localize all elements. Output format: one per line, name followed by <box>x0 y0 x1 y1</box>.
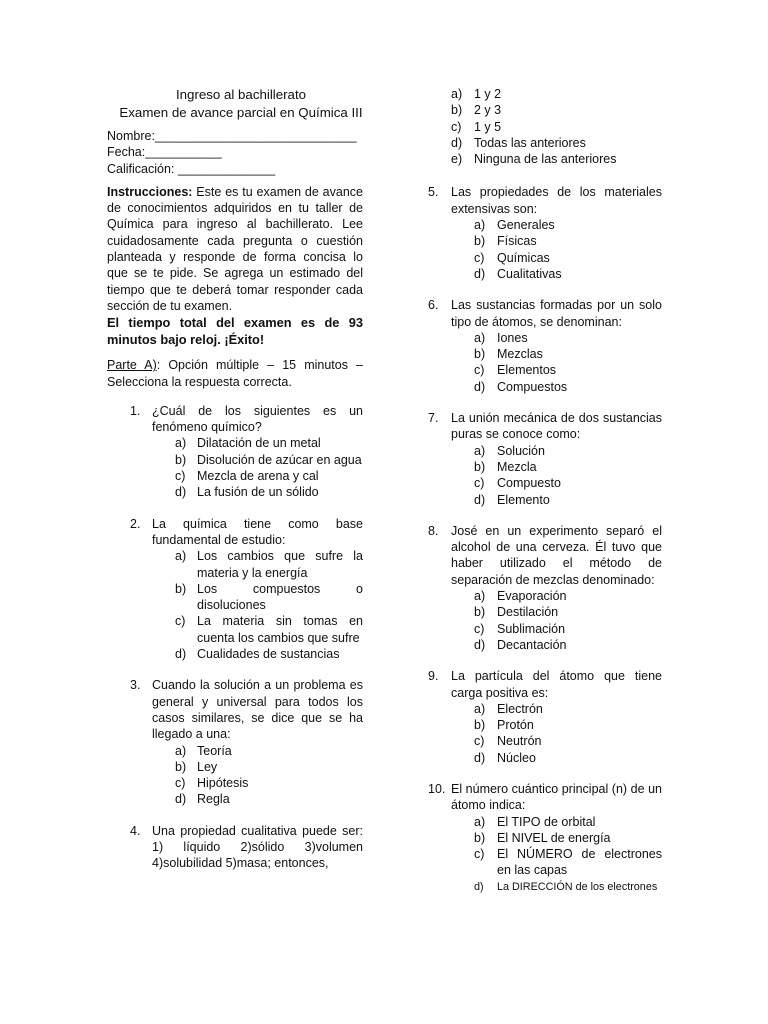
question-number: 3. <box>130 678 141 693</box>
option-text: Regla <box>197 792 230 807</box>
option-text: Sublimación <box>497 621 566 636</box>
option-letter: c) <box>474 476 485 491</box>
option-text: El NIVEL de energía <box>497 830 611 845</box>
option-text: Protón <box>497 718 534 733</box>
total-time-note: El tiempo total del examen es de 93 minutos bajo reloj. ¡Éxito! <box>107 315 363 348</box>
option-letter: c) <box>451 119 462 134</box>
option-text: Generales <box>497 218 555 233</box>
option-letter: d) <box>474 379 486 394</box>
options-list <box>451 701 662 766</box>
option-text: Elemento <box>497 492 550 507</box>
option-text: Ninguna de las anteriores <box>474 152 617 167</box>
option-letter: c) <box>474 734 485 749</box>
option-item <box>451 846 662 879</box>
option-item <box>451 379 662 395</box>
option-text: La DIRECCIÓN de los electrones <box>497 880 658 893</box>
option-letter: b) <box>451 103 463 118</box>
left-column <box>107 86 363 872</box>
question-number: 10. <box>428 781 446 796</box>
question-4 <box>107 823 363 872</box>
question-3 <box>107 677 363 807</box>
option-text: Mezcla <box>497 459 537 474</box>
option-item <box>152 791 363 807</box>
option-letter: b) <box>474 459 486 474</box>
option-letter: d) <box>175 792 187 807</box>
option-item <box>152 484 363 500</box>
option-letter: b) <box>474 830 486 845</box>
option-item <box>451 443 662 459</box>
question-number: 9. <box>428 669 439 684</box>
option-text: El NÚMERO de electrones en las capas <box>497 847 662 878</box>
option-letter: a) <box>175 549 187 564</box>
question-9 <box>428 668 662 766</box>
question-text: La partícula del átomo que tiene carga positiva es: <box>451 669 662 700</box>
instructions-label: Instrucciones: <box>107 184 193 199</box>
question-number: 2. <box>130 516 141 531</box>
option-letter: d) <box>474 880 484 893</box>
option-letter: b) <box>175 452 187 467</box>
option-item <box>152 452 363 468</box>
option-text: Decantación <box>497 637 567 652</box>
option-item <box>152 581 363 614</box>
options-list <box>152 548 363 662</box>
option-item <box>451 86 662 102</box>
option-letter: a) <box>175 436 187 451</box>
option-item <box>152 775 363 791</box>
option-text: La fusión de un sólido <box>197 485 319 500</box>
option-text: Neutrón <box>497 734 542 749</box>
option-item <box>451 346 662 362</box>
question-number: 7. <box>428 411 439 426</box>
option-item <box>451 717 662 733</box>
option-letter: c) <box>474 363 485 378</box>
option-letter: b) <box>474 605 486 620</box>
question-number: 4. <box>130 823 141 838</box>
question-text: Cuando la solución a un problema es general y universal para todos los casos similares, se dice que se ha llegado a una: <box>152 678 363 742</box>
option-text: Químicas <box>497 250 550 265</box>
option-letter: a) <box>451 87 463 101</box>
option-text: Destilación <box>497 605 559 620</box>
option-item <box>451 362 662 378</box>
option-text: Evaporación <box>497 589 567 604</box>
question-4-options <box>451 86 662 167</box>
option-letter: a) <box>474 330 486 345</box>
option-item <box>451 701 662 717</box>
student-fields <box>107 128 363 177</box>
question-2 <box>107 516 363 663</box>
option-letter: d) <box>474 266 486 281</box>
option-text: La materia sin tomas en cuenta los cambios que sufre <box>197 614 363 645</box>
option-item <box>152 759 363 775</box>
option-text: Cualidades de sustancias <box>197 647 340 662</box>
option-text: Compuesto <box>497 476 561 491</box>
option-text: Mezclas <box>497 347 543 362</box>
option-item <box>152 435 363 451</box>
option-text: Todas las anteriores <box>474 135 586 150</box>
question-number: 6. <box>428 298 439 313</box>
name-field: Nombre:_____________________________ <box>107 129 357 143</box>
option-item <box>451 879 662 895</box>
option-item <box>451 814 662 830</box>
option-item <box>152 468 363 484</box>
option-text: Núcleo <box>497 750 536 765</box>
option-text: Los compuestos o disoluciones <box>197 581 363 613</box>
section-a-label: Parte A) <box>107 358 157 373</box>
option-letter: c) <box>474 621 485 636</box>
option-item <box>451 750 662 766</box>
option-letter: d) <box>451 135 463 150</box>
right-column <box>428 86 662 895</box>
option-item <box>451 604 662 620</box>
question-text: José en un experimento separó el alcohol de una cerveza. Él tuvo que haber utilizado el método de separación de mezclas denominado: <box>451 523 662 587</box>
options-list <box>451 443 662 508</box>
date-field: Fecha:___________ <box>107 145 222 160</box>
option-item <box>451 637 662 653</box>
title-line-2: Examen de avance parcial en Química III <box>119 104 363 120</box>
question-text: Las sustancias formadas por un solo tipo de átomos, se denominan: <box>451 298 662 329</box>
option-text: Cualitativas <box>497 266 562 281</box>
section-a-text: : Opción múltiple – 15 minutos – Selecciona la respuesta correcta. <box>107 358 363 389</box>
instructions-text: Este es tu examen de avance de conocimientos adquiridos en tu taller de Química para ingreso al bachillerato. Lee cuidadosamente cada pregunta o cuestión planteada y responde de forma concisa lo que se te pide. Se agrega un estimado del tiempo que te deberá tomar responder cada sección de tu examen. <box>107 184 363 313</box>
question-6 <box>428 297 662 395</box>
right-questions <box>428 184 662 895</box>
question-1 <box>107 403 363 501</box>
instructions <box>107 184 363 314</box>
option-item <box>451 330 662 346</box>
option-text: Hipótesis <box>197 776 249 791</box>
option-item <box>152 743 363 759</box>
option-item <box>451 621 662 637</box>
question-text: La química tiene como base fundamental de estudio: <box>152 516 363 547</box>
option-text: 2 y 3 <box>474 103 502 118</box>
option-item <box>451 492 662 508</box>
question-5 <box>428 184 662 282</box>
option-text: Solución <box>497 443 545 458</box>
option-text: Ley <box>197 759 218 774</box>
section-a-heading <box>107 357 363 390</box>
option-letter: d) <box>474 750 486 765</box>
option-item <box>451 475 662 491</box>
option-item <box>451 459 662 475</box>
option-text: Físicas <box>497 234 537 249</box>
option-item <box>451 830 662 846</box>
option-text: Compuestos <box>497 379 568 394</box>
option-item <box>451 733 662 749</box>
options-list <box>451 217 662 282</box>
question-8 <box>428 523 662 653</box>
option-letter: d) <box>474 492 486 507</box>
option-letter: a) <box>474 218 486 233</box>
options-list <box>451 814 662 895</box>
option-letter: c) <box>175 776 186 791</box>
option-item <box>451 250 662 266</box>
options-list <box>152 435 363 500</box>
option-item <box>451 102 662 118</box>
option-letter: c) <box>474 250 485 265</box>
option-letter: e) <box>451 152 463 167</box>
option-text: Disolución de azúcar en agua <box>197 452 362 467</box>
option-text: Mezcla de arena y cal <box>197 469 319 484</box>
question-7 <box>428 410 662 508</box>
option-item <box>451 151 662 167</box>
option-item <box>451 135 662 151</box>
option-letter: d) <box>175 647 187 662</box>
options-list <box>451 330 662 395</box>
option-text: Elementos <box>497 363 557 378</box>
option-letter: b) <box>474 234 486 249</box>
option-item <box>451 119 662 135</box>
question-number: 5. <box>428 185 439 200</box>
title-line-1: Ingreso al bachillerato <box>175 87 307 102</box>
option-letter: c) <box>175 614 186 629</box>
question-text: Las propiedades de los materiales extensivas son: <box>451 185 662 216</box>
option-letter: b) <box>175 581 187 596</box>
option-letter: d) <box>175 485 187 500</box>
question-number: 1. <box>130 403 141 418</box>
question-text: El número cuántico principal (n) de un átomo indica: <box>451 781 662 813</box>
option-item <box>451 588 662 604</box>
question-text: ¿Cuál de los siguientes es un fenómeno químico? <box>152 403 363 435</box>
question-10 <box>428 781 662 895</box>
option-text: Dilatación de un metal <box>197 436 321 451</box>
option-letter: c) <box>474 847 485 862</box>
option-item <box>152 646 363 662</box>
option-text: Teoría <box>197 743 232 758</box>
option-text: Los cambios que sufre la materia y la energía <box>197 549 363 580</box>
option-letter: b) <box>175 759 187 774</box>
option-letter: b) <box>474 347 486 362</box>
option-text: El TIPO de orbital <box>497 814 596 829</box>
option-text: Electrón <box>497 701 543 716</box>
left-questions <box>107 403 363 872</box>
option-letter: b) <box>474 718 486 733</box>
exam-header <box>119 86 363 121</box>
option-item <box>451 266 662 282</box>
question-text: Una propiedad cualitativa puede ser: 1) líquido 2)sólido 3)volumen 4)solubilidad 5)masa; entonces, <box>152 823 363 871</box>
options-list <box>152 743 363 808</box>
option-letter: a) <box>474 589 486 604</box>
option-item <box>152 613 363 646</box>
option-text: 1 y 5 <box>474 119 502 134</box>
option-text: 1 y 2 <box>474 87 502 101</box>
options-list <box>451 588 662 653</box>
option-letter: a) <box>474 701 486 716</box>
option-text: Iones <box>497 330 528 345</box>
option-item <box>152 548 363 581</box>
question-text: La unión mecánica de dos sustancias puras se conoce como: <box>451 411 662 442</box>
option-item <box>451 217 662 233</box>
option-item <box>451 233 662 249</box>
option-letter: c) <box>175 469 186 484</box>
question-number: 8. <box>428 523 439 538</box>
option-letter: a) <box>474 443 486 458</box>
option-letter: d) <box>474 637 486 652</box>
option-letter: a) <box>474 814 486 829</box>
option-letter: a) <box>175 743 187 758</box>
grade-field: Calificación: ______________ <box>107 161 276 176</box>
